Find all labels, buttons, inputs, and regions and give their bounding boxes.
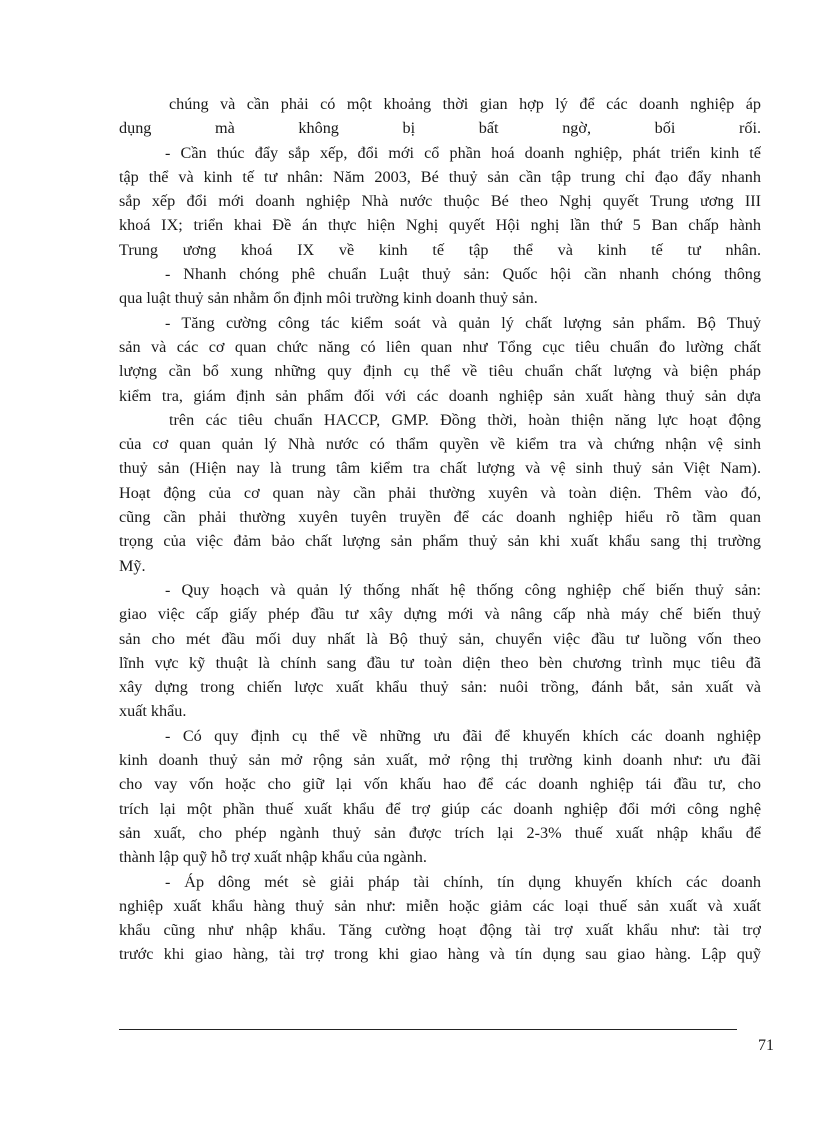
text-line: cũng cần phải thường xuyên tuyên truyền để các doanh nghiệp hiểu rõ tầm quan bbox=[119, 508, 761, 527]
text-line: kiểm tra, giám định sản phẩm đối với các doanh nghiệp sản xuất hàng thuỷ sản dựa bbox=[119, 386, 761, 405]
text-line: sắp xếp đổi mới doanh nghiệp Nhà nước thuộc Bé theo Nghị quyết Trung ương III bbox=[119, 192, 761, 211]
text-line: chúng và cần phải có một khoảng thời gian hợp lý để các doanh nghiệp áp bbox=[169, 95, 761, 113]
footer-divider bbox=[119, 1029, 737, 1030]
text-line: - Nhanh chóng phê chuẩn Luật thuỷ sản: Quốc hội cần nhanh chóng thông bbox=[165, 265, 761, 284]
text-line: tập thể và kinh tế tư nhân: Năm 2003, Bé thuỷ sản cần tập trung chỉ đạo đẩy nhanh bbox=[119, 167, 761, 186]
text-line: trọng của việc đảm bảo chất lượng sản phẩm thuỷ sản khi xuất khẩu sang thị trường bbox=[119, 532, 761, 551]
text-line: sản và các cơ quan chức năng có liên quan như Tổng cục tiêu chuẩn đo lường chất bbox=[119, 337, 761, 356]
text-line: cho vay vốn hoặc cho giữ lại vốn khấu hao để các doanh nghiệp tái đầu tư, cho bbox=[119, 775, 761, 794]
page-body-text bbox=[119, 92, 761, 967]
text-line: dụng mà không bị bất ngờ, bối rối. bbox=[119, 119, 761, 138]
text-line: - Cần thúc đẩy sắp xếp, đổi mới cổ phần hoá doanh nghiệp, phát triển kinh tế bbox=[165, 143, 761, 162]
text-line: sản cho mét đầu mối duy nhất là Bộ thuỷ sản, chuyển việc đầu tư luồng vốn theo bbox=[119, 629, 761, 648]
text-line: trên các tiêu chuẩn HACCP, GMP. Đồng thời, hoàn thiện năng lực hoạt động bbox=[169, 410, 761, 429]
page-number: 71 bbox=[758, 1037, 774, 1054]
text-line: thuỷ sản (Hiện nay là trung tâm kiểm tra chất lượng và vệ sinh thuỷ sản Việt Nam). bbox=[119, 459, 761, 478]
text-line: Trung ương khoá IX về kinh tế tập thể và kinh tế tư nhân. bbox=[119, 240, 761, 259]
text-line: của cơ quan quản lý Nhà nước có thẩm quyền về kiểm tra và chứng nhận vệ sinh bbox=[119, 435, 761, 454]
text-line: thành lập quỹ hỗ trợ xuất nhập khẩu của ngành. bbox=[119, 848, 427, 867]
text-line: - Tăng cường công tác kiểm soát và quản lý chất lượng sản phẩm. Bộ Thuỷ bbox=[165, 313, 761, 332]
text-line: khoá IX; triển khai Đề án thực hiện Nghị quyết Hội nghị lần thứ 5 Ban chấp hành bbox=[119, 216, 761, 235]
text-line: khẩu cũng như nhập khẩu. Tăng cường hoạt động tài trợ xuất khẩu như: tài trợ bbox=[119, 921, 761, 940]
text-line: kinh doanh thuỷ sản mở rộng sản xuất, mở rộng thị trường kinh doanh như: ưu đãi bbox=[119, 751, 761, 770]
text-line: trích lại một phần thuế xuất khẩu để trợ giúp các doanh nghiệp đổi mới công nghệ bbox=[119, 799, 761, 818]
text-line: xuất khẩu. bbox=[119, 702, 187, 721]
text-line: giao việc cấp giấy phép đầu tư xây dựng mới và nâng cấp nhà máy chế biến thuỷ bbox=[119, 605, 761, 624]
text-line: nghiệp xuất khẩu hàng thuỷ sản như: miễn hoặc giảm các loại thuế sản xuất và xuất bbox=[119, 896, 761, 915]
text-line: - Áp dông mét sè giải pháp tài chính, tín dụng khuyến khích các doanh bbox=[165, 872, 761, 891]
text-line: - Quy hoạch và quản lý thống nhất hệ thống công nghiệp chế biến thuỷ sản: bbox=[165, 580, 761, 599]
text-line: sản xuất, cho phép ngành thuỷ sản được trích lại 2-3% thuế xuất nhập khẩu để bbox=[119, 823, 761, 842]
text-line: Hoạt động của cơ quan này cần phải thường xuyên và toàn diện. Thêm vào đó, bbox=[119, 483, 761, 502]
text-line: qua luật thuỷ sản nhằm ổn định môi trường kinh doanh thuỷ sản. bbox=[119, 289, 538, 308]
text-line: xây dựng trong chiến lược xuất khẩu thuỷ sản: nuôi trồng, đánh bắt, sản xuất và bbox=[119, 678, 761, 697]
text-line: - Có quy định cụ thể về những ưu đãi để khuyến khích các doanh nghiệp bbox=[165, 726, 761, 745]
text-line: lượng cần bổ xung những quy định cụ thể về tiêu chuẩn chất lượng và biện pháp bbox=[119, 362, 761, 381]
text-line: Mỹ. bbox=[119, 556, 146, 575]
text-line: lĩnh vực kỹ thuật là chính sang đầu tư toàn diện theo bèn chương trình mục tiêu đã bbox=[119, 653, 761, 672]
text-line: trước khi giao hàng, tài trợ trong khi giao hàng và tín dụng sau giao hàng. Lập quỹ bbox=[119, 945, 761, 964]
